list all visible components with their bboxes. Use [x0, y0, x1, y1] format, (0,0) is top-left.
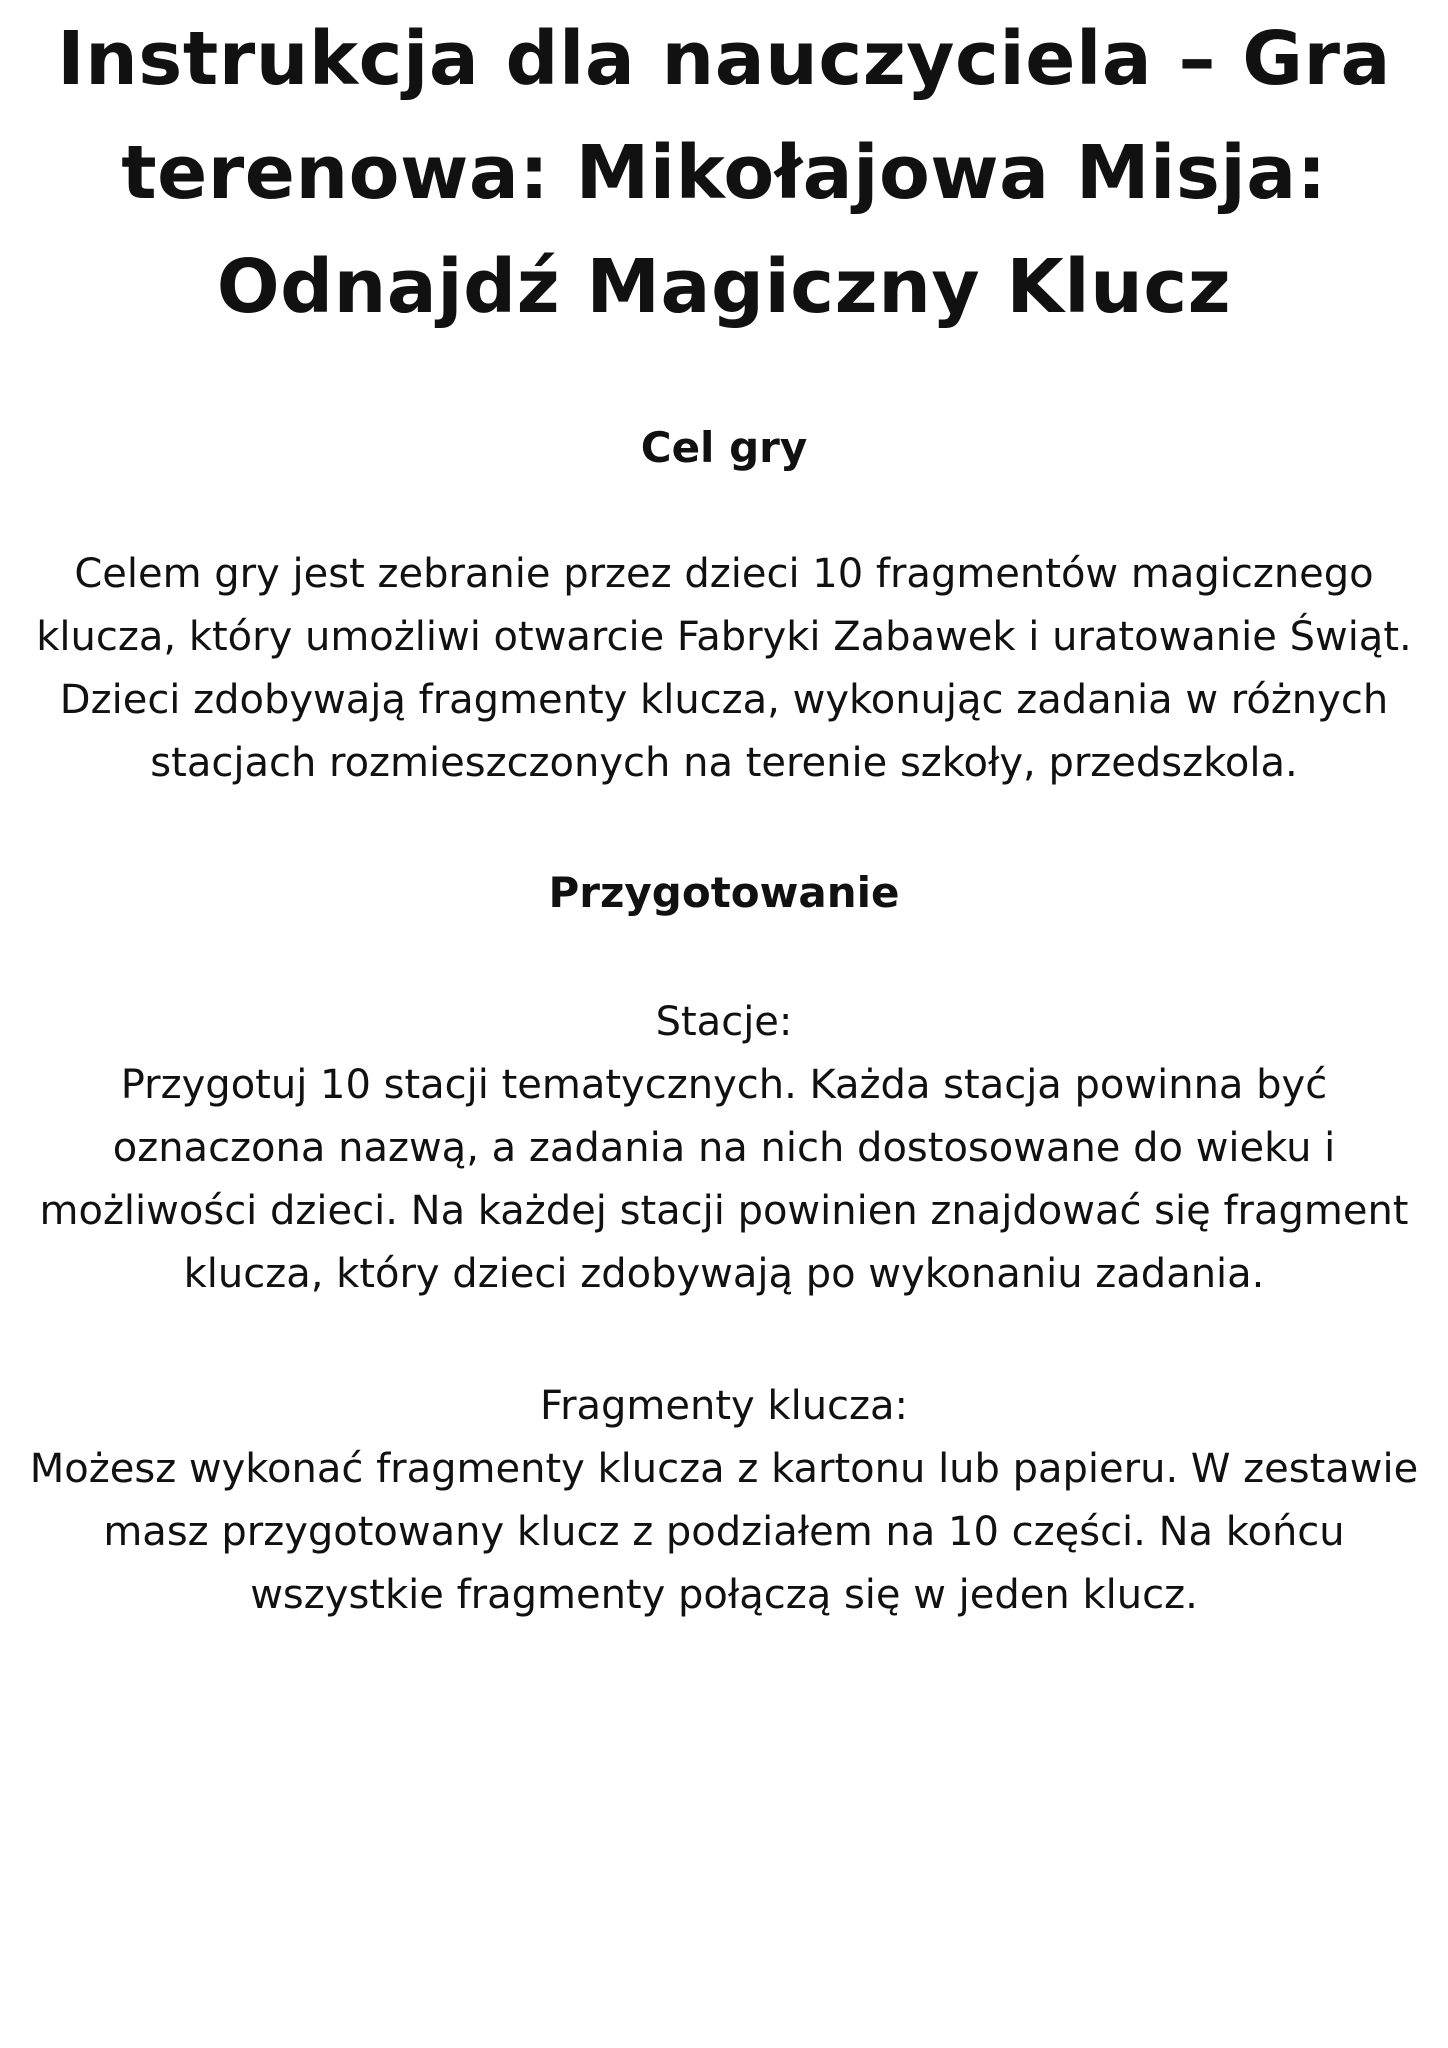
fragmenty-klucza-label: Fragmenty klucza: — [539, 1383, 909, 1429]
section-heading-przygotowanie: Przygotowanie — [548, 868, 900, 917]
fragmenty-klucza-paragraph: Możesz wykonać fragmenty klucza z kartonu lub papieru. W zestawie masz przygotowany klucz z podziałem na 10 części. Na końcu wszystkie fragmenty połączą się w jeden klucz. — [29, 1446, 1419, 1618]
stacje-label: Stacje: — [655, 999, 793, 1045]
section-heading-cel-gry: Cel gry — [640, 423, 808, 472]
stacje-paragraph: Przygotuj 10 stacji tematycznych. Każda stacja powinna być oznaczona nazwą, a zadania na nich dostosowane do wieku i możliwości dzieci. Na każdej stacji powinien znajdować się fragment klucza, który dzieci zdobywają po wykonaniu zadania. — [39, 1062, 1409, 1297]
cel-gry-paragraph: Celem gry jest zebranie przez dzieci 10 fragmentów magicznego klucza, który umożliwi otwarcie Fabryki Zabawek i uratowanie Świąt. Dzieci zdobywają fragmenty klucza, wykonując zadania w różnych stacjach rozmieszczonych na terenie szkoły, przedszkola. — [36, 551, 1412, 786]
document-title: Instrukcja dla nauczyciela – Gra terenowa: Mikołajowa Misja: Odnajdź Magiczny Klucz — [57, 16, 1391, 330]
